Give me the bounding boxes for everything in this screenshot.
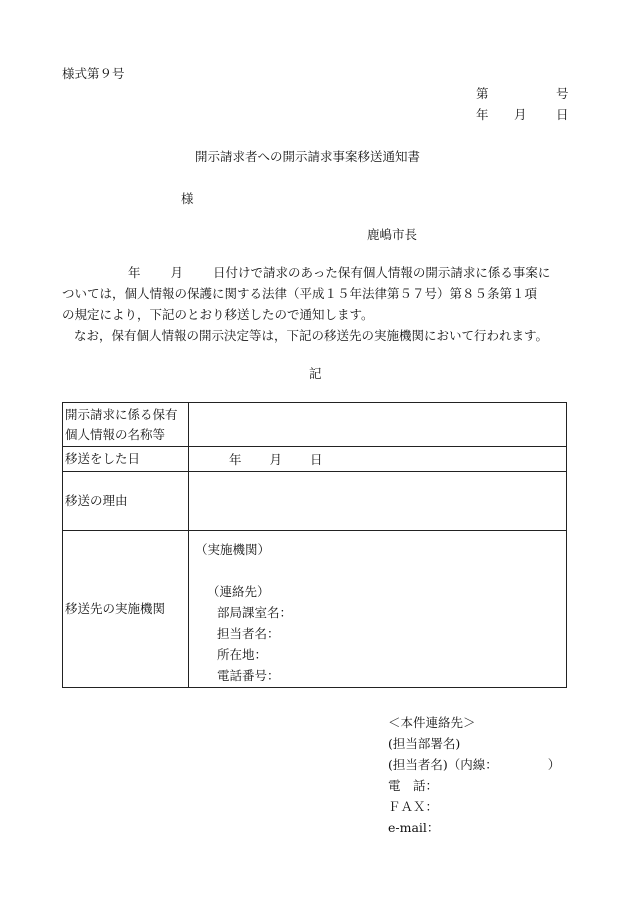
contact-email: e-mail： [388,820,440,835]
dept-label: 部局課室名： [217,605,293,620]
body-line-4: なお，保有個人情報の開示決定等は，下記の移送先の実施機関において行われます。 [74,328,549,343]
transfer-day: 日 [310,452,323,467]
row-label-reason: 移送の理由 [63,472,189,531]
address-label: 所在地： [217,647,268,662]
table-row [63,531,567,688]
phone-label: 電話番号： [217,668,280,683]
contact-phone: 電 話： [388,778,439,793]
document-title: 開示請求者への開示請求事案移送通知書 [195,149,421,164]
body-line-1-text: 日付けで請求のあった保有個人情報の開示請求に係る事案に [213,265,551,280]
row-value-transfer-date[interactable] [189,447,567,472]
row-label-info-name: 開示請求に係る保有 個人情報の名称等 [63,403,189,447]
person-label: 担当者名： [217,626,280,641]
addressee-suffix: 様 [181,191,194,206]
contact-dept: (担当部署名) [388,736,461,751]
table-row [63,447,567,472]
date-day-label: 日 [556,107,569,122]
form-number: 様式第９号 [62,66,125,81]
contact-block [388,712,560,838]
row-value-info-name[interactable] [189,403,567,447]
transfer-month: 月 [269,452,283,467]
row-value-agency[interactable] [189,531,567,688]
table-row [63,472,567,531]
row-value-reason[interactable] [189,472,567,531]
body-line-1 [62,262,568,283]
date-year-label: 年 [476,107,489,122]
doc-number-suffix: 号 [556,86,569,101]
contact-fax: ＦＡＸ： [388,799,439,814]
row-label-agency: 移送先の実施機関 [63,531,189,688]
doc-number-prefix: 第 [476,86,489,101]
transfer-table [62,402,567,688]
body-month: 月 [170,265,184,280]
contact-label: （連絡先） [207,584,270,599]
table-row [63,403,567,447]
body-paragraph [62,262,568,346]
body-line-3: の規定により，下記のとおり移送したので通知します。 [62,307,374,322]
body-line-2: ついては，個人情報の保護に関する法律（平成１５年法律第５７号）第８５条第１項 [62,286,538,301]
contact-header: ＜本件連絡先＞ [388,715,476,730]
issuer-name: 鹿嶋市長 [367,227,418,242]
contact-person-close: ） [547,757,561,772]
date-month-label: 月 [514,107,527,122]
body-year: 年 [128,265,141,280]
row-label-transfer-date: 移送をした日 [63,447,189,472]
contact-person: (担当者名)（内線： ） [388,757,561,772]
agency-label: （実施機関） [195,542,271,557]
ki-label: 記 [309,366,322,381]
transfer-year: 年 [229,452,242,467]
